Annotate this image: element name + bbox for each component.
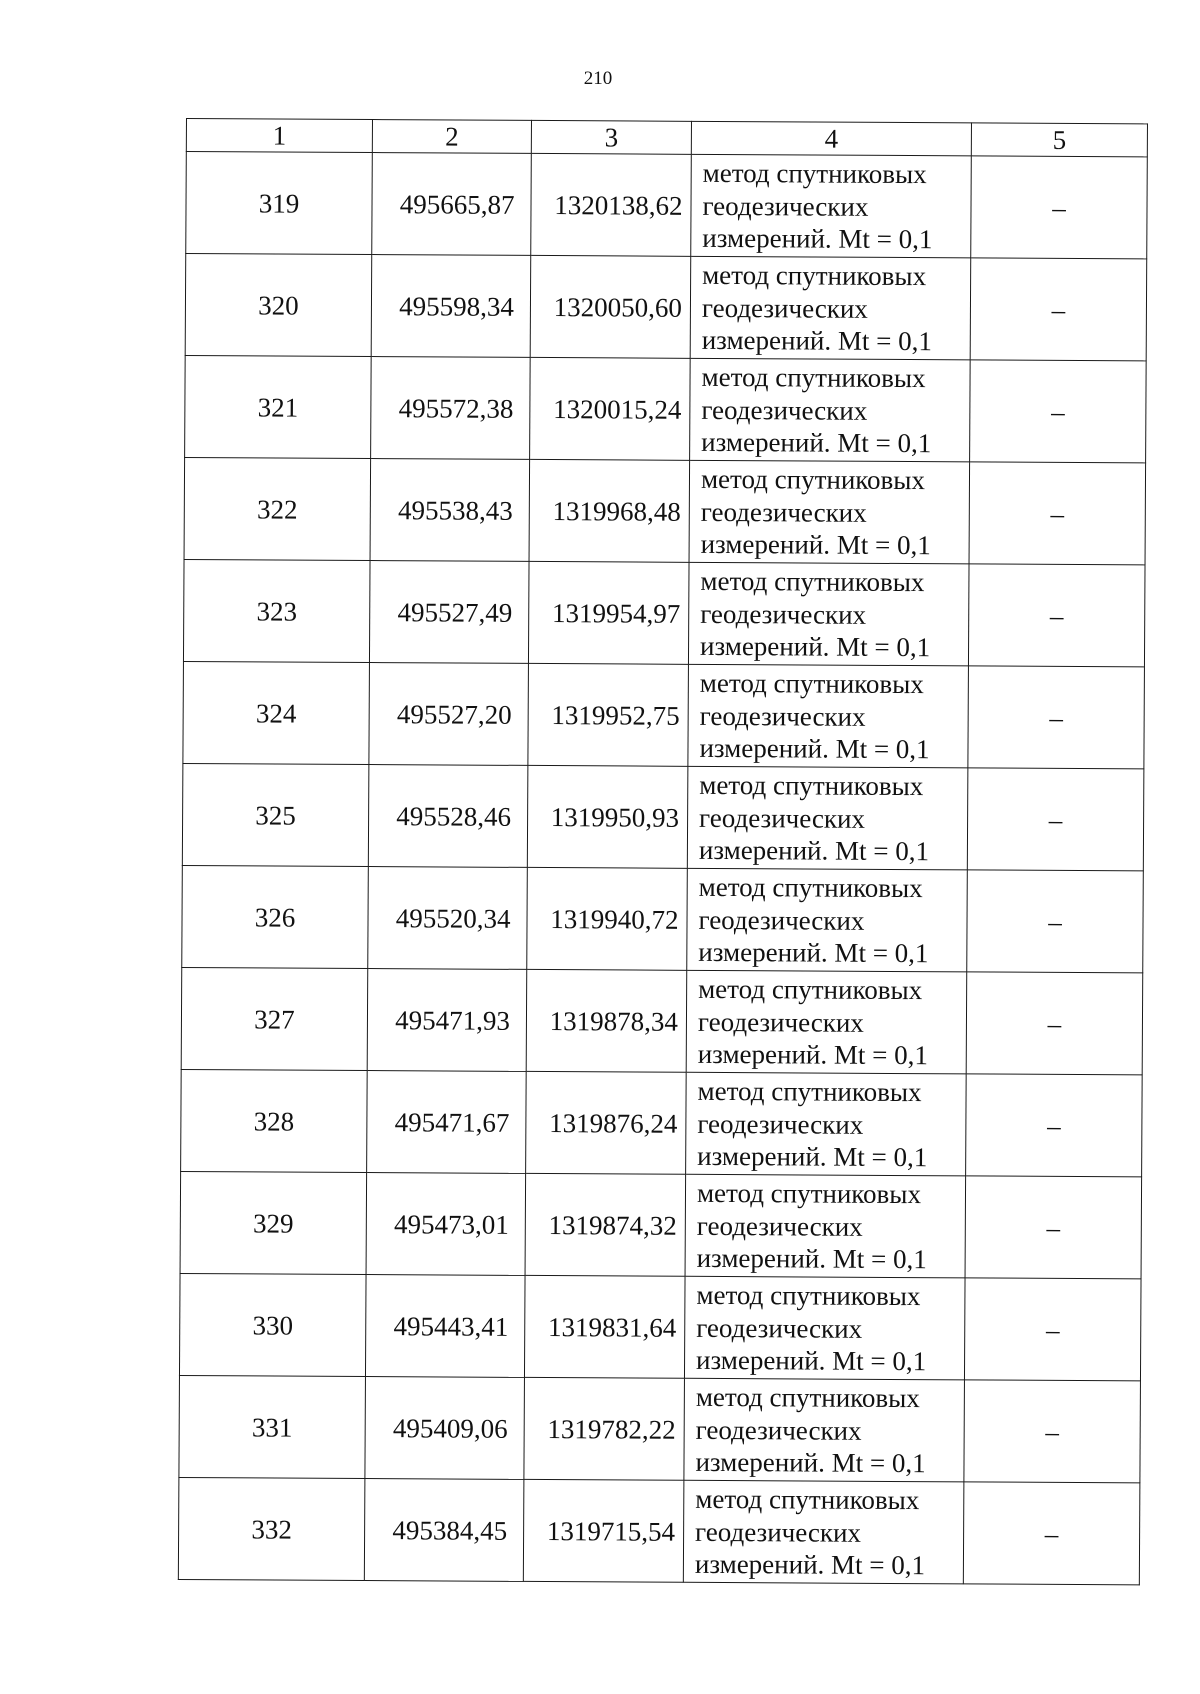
method-cell bbox=[690, 358, 971, 462]
point-number-cell: 330 bbox=[179, 1273, 366, 1376]
method-line: метод спутниковых bbox=[696, 1279, 921, 1312]
method-cell bbox=[684, 1276, 965, 1380]
method-line: геодезических bbox=[702, 190, 869, 222]
coordinates-table bbox=[178, 118, 1148, 1585]
method-line: метод спутниковых bbox=[699, 667, 924, 700]
method-line: измерений. Mt = 0,1 bbox=[695, 1446, 926, 1479]
method-line: метод спутниковых bbox=[702, 259, 927, 292]
method-line: геодезических bbox=[701, 292, 868, 324]
method-cell bbox=[687, 766, 968, 870]
point-number-cell: 328 bbox=[181, 1069, 368, 1172]
table-row bbox=[185, 355, 1147, 462]
y-coordinate-cell: 1319954,97 bbox=[528, 561, 689, 664]
method-cell bbox=[685, 1174, 966, 1278]
note-cell: – bbox=[968, 666, 1145, 769]
point-number-cell: 322 bbox=[184, 457, 371, 560]
table-row bbox=[181, 967, 1143, 1074]
method-line: метод спутниковых bbox=[698, 871, 923, 904]
note-cell: – bbox=[965, 1176, 1142, 1279]
y-coordinate-cell: 1319950,93 bbox=[527, 765, 688, 868]
header-cell-4: 4 bbox=[691, 121, 971, 156]
method-line: измерений. Mt = 0,1 bbox=[697, 1140, 928, 1173]
x-coordinate-cell: 495538,43 bbox=[370, 459, 530, 562]
header-cell-5: 5 bbox=[971, 123, 1147, 157]
table-row bbox=[179, 1273, 1141, 1380]
table-row bbox=[181, 1069, 1143, 1176]
table-row bbox=[179, 1375, 1141, 1482]
table-row bbox=[186, 152, 1148, 259]
x-coordinate-cell: 495409,06 bbox=[365, 1377, 525, 1480]
method-line: измерений. Mt = 0,1 bbox=[696, 1242, 927, 1275]
y-coordinate-cell: 1319876,24 bbox=[526, 1071, 687, 1174]
y-coordinate-cell: 1319782,22 bbox=[524, 1377, 685, 1480]
header-cell-3: 3 bbox=[531, 120, 691, 154]
note-cell: – bbox=[964, 1380, 1141, 1483]
table-row bbox=[183, 559, 1145, 666]
x-coordinate-cell: 495471,93 bbox=[367, 969, 527, 1072]
method-line: метод спутниковых bbox=[701, 361, 926, 394]
point-number-cell: 324 bbox=[183, 661, 370, 764]
note-cell: – bbox=[964, 1278, 1141, 1381]
method-cell bbox=[688, 664, 969, 768]
method-line: измерений. Mt = 0,1 bbox=[698, 936, 929, 969]
method-line: измерений. Mt = 0,1 bbox=[700, 528, 931, 561]
method-line: геодезических bbox=[695, 1516, 862, 1548]
x-coordinate-cell: 495384,45 bbox=[364, 1479, 524, 1582]
header-cell-2: 2 bbox=[372, 120, 531, 154]
y-coordinate-cell: 1320050,60 bbox=[530, 255, 691, 358]
method-line: геодезических bbox=[701, 394, 868, 426]
note-cell: – bbox=[967, 768, 1144, 871]
note-cell: – bbox=[966, 1074, 1143, 1177]
y-coordinate-cell: 1319968,48 bbox=[529, 459, 690, 562]
table-body bbox=[178, 152, 1147, 1585]
note-cell: – bbox=[970, 258, 1147, 361]
method-cell bbox=[683, 1480, 964, 1584]
header-row bbox=[186, 119, 1147, 157]
point-number-cell: 320 bbox=[185, 254, 372, 357]
method-line: метод спутниковых bbox=[698, 973, 923, 1006]
table-row bbox=[178, 1477, 1140, 1584]
x-coordinate-cell: 495527,49 bbox=[369, 561, 529, 664]
method-line: метод спутниковых bbox=[699, 769, 924, 802]
point-number-cell: 332 bbox=[178, 1477, 365, 1580]
method-line: метод спутниковых bbox=[702, 157, 927, 190]
point-number-cell: 331 bbox=[179, 1375, 366, 1478]
note-cell: – bbox=[967, 870, 1144, 973]
x-coordinate-cell: 495665,87 bbox=[372, 153, 532, 256]
point-number-cell: 319 bbox=[186, 152, 373, 255]
method-line: измерений. Mt = 0,1 bbox=[701, 324, 932, 357]
method-line: геодезических bbox=[697, 1006, 864, 1038]
method-line: метод спутниковых bbox=[695, 1381, 920, 1414]
method-line: измерений. Mt = 0,1 bbox=[702, 222, 933, 255]
x-coordinate-cell: 495528,46 bbox=[368, 765, 528, 868]
method-cell bbox=[691, 154, 972, 258]
method-line: геодезических bbox=[700, 598, 867, 630]
point-number-cell: 321 bbox=[185, 355, 372, 458]
method-line: измерений. Mt = 0,1 bbox=[698, 834, 930, 867]
x-coordinate-cell: 495572,38 bbox=[371, 357, 531, 460]
note-cell: – bbox=[971, 156, 1148, 259]
method-line: метод спутниковых bbox=[696, 1177, 922, 1210]
method-line: метод спутниковых bbox=[697, 1075, 922, 1108]
header-cell-1: 1 bbox=[186, 119, 372, 153]
method-line: метод спутниковых bbox=[700, 565, 925, 598]
method-line: метод спутниковых bbox=[695, 1483, 920, 1516]
y-coordinate-cell: 1319715,54 bbox=[523, 1479, 684, 1582]
method-cell bbox=[686, 970, 967, 1074]
y-coordinate-cell: 1319940,72 bbox=[527, 867, 688, 970]
y-coordinate-cell: 1320138,62 bbox=[531, 153, 692, 256]
point-number-cell: 325 bbox=[182, 763, 369, 866]
note-cell: – bbox=[968, 564, 1145, 667]
table-row bbox=[183, 661, 1145, 768]
note-cell: – bbox=[963, 1482, 1140, 1585]
y-coordinate-cell: 1319952,75 bbox=[528, 663, 689, 766]
x-coordinate-cell: 495443,41 bbox=[365, 1275, 525, 1378]
y-coordinate-cell: 1319878,34 bbox=[526, 969, 687, 1072]
x-coordinate-cell: 495471,67 bbox=[367, 1071, 527, 1174]
method-line: измерений. Mt = 0,1 bbox=[701, 426, 932, 459]
method-cell bbox=[688, 562, 969, 666]
y-coordinate-cell: 1320015,24 bbox=[530, 357, 691, 460]
x-coordinate-cell: 495598,34 bbox=[371, 255, 531, 358]
method-line: геодезических bbox=[700, 496, 867, 528]
point-number-cell: 327 bbox=[181, 967, 368, 1070]
table-row bbox=[180, 1171, 1142, 1278]
table-row bbox=[184, 457, 1146, 564]
method-cell bbox=[690, 256, 971, 360]
method-cell bbox=[686, 1072, 967, 1176]
x-coordinate-cell: 495473,01 bbox=[366, 1173, 526, 1276]
point-number-cell: 323 bbox=[183, 559, 370, 662]
method-line: метод спутниковых bbox=[700, 463, 926, 496]
method-line: геодезических bbox=[699, 802, 866, 834]
table-row bbox=[182, 865, 1144, 972]
y-coordinate-cell: 1319874,32 bbox=[525, 1173, 686, 1276]
point-number-cell: 326 bbox=[182, 865, 369, 968]
method-line: геодезических bbox=[699, 700, 866, 732]
method-line: измерений. Mt = 0,1 bbox=[697, 1038, 928, 1071]
method-line: геодезических bbox=[696, 1312, 863, 1344]
method-line: измерений. Mt = 0,1 bbox=[699, 732, 930, 765]
point-number-cell: 329 bbox=[180, 1171, 367, 1274]
x-coordinate-cell: 495527,20 bbox=[369, 663, 529, 766]
method-line: измерений. Mt = 0,1 bbox=[699, 630, 931, 663]
note-cell: – bbox=[969, 462, 1146, 565]
method-line: геодезических bbox=[696, 1210, 863, 1242]
table-header bbox=[186, 119, 1147, 157]
method-cell bbox=[687, 868, 968, 972]
note-cell: – bbox=[966, 972, 1143, 1075]
note-cell: – bbox=[970, 360, 1147, 463]
method-line: измерений. Mt = 0,1 bbox=[695, 1344, 927, 1377]
x-coordinate-cell: 495520,34 bbox=[368, 867, 528, 970]
table-row bbox=[182, 763, 1144, 870]
method-cell bbox=[684, 1378, 965, 1482]
table-row bbox=[185, 254, 1147, 361]
y-coordinate-cell: 1319831,64 bbox=[524, 1275, 685, 1378]
method-line: геодезических bbox=[697, 1108, 864, 1140]
method-cell bbox=[689, 460, 970, 564]
page-number: 210 bbox=[583, 68, 613, 89]
method-line: геодезических bbox=[695, 1414, 862, 1446]
method-line: геодезических bbox=[698, 904, 865, 936]
method-line: измерений. Mt = 0,1 bbox=[694, 1548, 926, 1581]
